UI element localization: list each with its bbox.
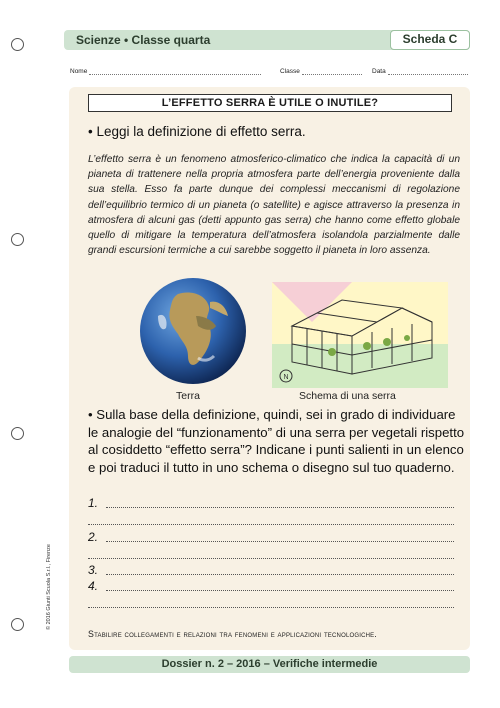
- answer-number: 1.: [88, 496, 99, 510]
- answer-line-3[interactable]: [88, 530, 454, 544]
- answer-line-1[interactable]: [88, 496, 454, 510]
- date-field[interactable]: [372, 68, 468, 75]
- answer-line-4[interactable]: [88, 547, 454, 561]
- answer-number: 3.: [88, 563, 99, 577]
- name-label: Nome: [70, 68, 88, 75]
- class-label: Classe: [280, 68, 300, 75]
- scheda-badge: Scheda C: [390, 30, 470, 50]
- earth-image: [138, 276, 248, 386]
- punch-hole-3: [11, 427, 24, 440]
- punch-hole-4: [11, 618, 24, 631]
- punch-hole-2: [11, 233, 24, 246]
- greenhouse-caption: Schema di una serra: [299, 390, 396, 402]
- worksheet-title: L’EFFETTO SERRA È UTILE O INUTILE?: [88, 94, 452, 112]
- greenhouse-diagram: [272, 282, 448, 388]
- copyright-notice: © 2016 Giunti Scuola S.r.l., Firenze: [46, 544, 52, 630]
- footer-bar: Dossier n. 2 – 2016 – Verifiche intermedie: [69, 656, 470, 673]
- name-field[interactable]: [70, 68, 261, 75]
- answer-number: 2.: [88, 530, 99, 544]
- answer-line-7[interactable]: [88, 596, 454, 610]
- answer-line-6[interactable]: [88, 579, 454, 593]
- answer-line-2[interactable]: [88, 513, 454, 527]
- svg-text:N: N: [283, 374, 289, 381]
- answer-line-5[interactable]: [88, 563, 454, 577]
- learning-objective: Stabilire collegamenti e relazioni tra fenomeni e applicazioni tecnologiche.: [88, 629, 377, 639]
- punch-hole-1: [11, 38, 24, 51]
- subject-label: Scienze • Classe quarta: [76, 33, 211, 47]
- date-label: Data: [372, 68, 386, 75]
- question-2: • Sulla base della definizione, quindi, sei in grado di individuare le analogie del “funzionamento” di una serra per vegetali rispetto al cosiddetto “effetto serra”? Indicane i punti salienti in un elenco e poi traduci il tutto in uno schema o disegno sul tuo quaderno.: [88, 407, 465, 475]
- answer-number: 4.: [88, 579, 99, 593]
- header-bar: [64, 30, 470, 50]
- question-1: • Leggi la definizione di effetto serra.: [88, 124, 306, 139]
- class-field[interactable]: [280, 68, 362, 75]
- definition-text: L’effetto serra è un fenomeno atmosferico-climatico che indica la capacità di un pianeta di trattenere nella propria atmosfera parte dell’energia proveniente dalla sua stella. Esso fa parte dunque dei complessi meccanismi di regolazione dell’equilibrio termico di un pianeta (o satellite) e agisce attraverso la presenza in atmosfera di alcuni gas (detti appunto gas serra) che hanno come effetto globale quello di mitigare la temperatura dell’atmosfera isolandola parzialmente dalle grandi escursioni termiche a cui sarebbe soggetto il pianeta in loro assenza.: [88, 154, 460, 257]
- earth-caption: Terra: [176, 390, 200, 402]
